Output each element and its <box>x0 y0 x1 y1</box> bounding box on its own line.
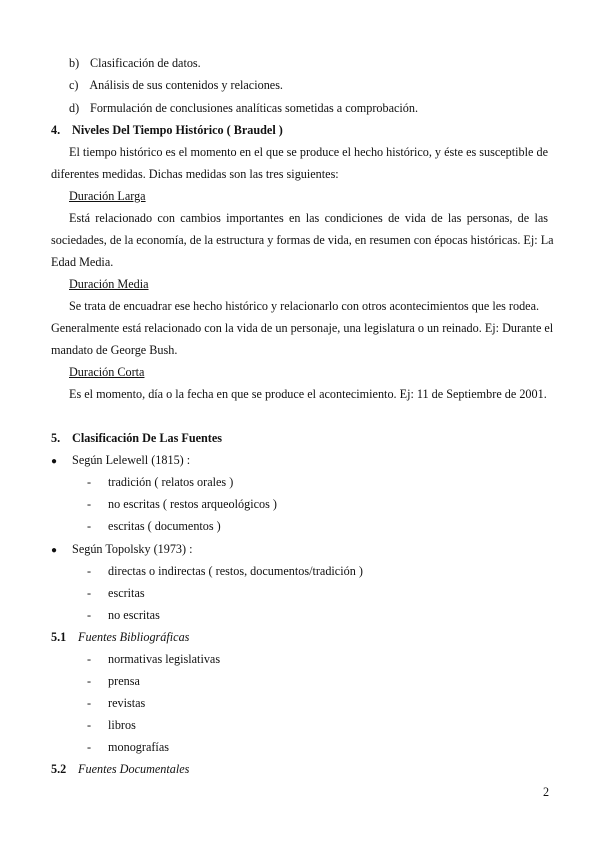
dash-item-text: libros <box>108 718 136 732</box>
subheading-larga: Duración Larga <box>69 189 146 203</box>
dash-item <box>87 714 136 736</box>
dash-icon: - <box>87 608 92 622</box>
dash-item-text: escritas ( documentos ) <box>108 519 221 533</box>
dash-item <box>87 560 363 582</box>
section-title: Clasificación De Las Fuentes <box>72 431 223 445</box>
dash-item <box>87 736 169 758</box>
paragraph-line: Se trata de encuadrar ese hecho histórico y relacionarlo con otros acontecimientos que les rodea. <box>69 299 540 313</box>
dash-item <box>87 604 160 626</box>
dash-icon: - <box>87 674 92 688</box>
dash-item-text: no escritas <box>108 608 160 622</box>
list-item <box>69 52 201 74</box>
bullet-icon: ● <box>51 545 58 556</box>
list-letter: c) <box>69 78 79 92</box>
list-item <box>69 74 283 96</box>
section-number: 4. <box>51 123 61 137</box>
dash-item-text: prensa <box>108 674 140 688</box>
list-item-text: Formulación de conclusiones analíticas sometidas a comprobación. <box>90 101 419 115</box>
subsection-number: 5.2 <box>51 762 67 776</box>
dash-icon: - <box>87 519 92 533</box>
paragraph-line: Está relacionado con cambios importantes en las condiciones de vida de las personas, de las <box>69 211 548 225</box>
bullet-icon: ● <box>51 456 58 467</box>
dash-item <box>87 582 145 604</box>
dash-item-text: escritas <box>108 586 145 600</box>
bullet-item <box>51 449 190 473</box>
dash-icon: - <box>87 497 92 511</box>
subsection-5-2-heading <box>51 758 189 780</box>
dash-item <box>87 493 277 515</box>
dash-item-text: monografías <box>108 740 169 754</box>
dash-item <box>87 515 221 537</box>
page-number: 2 <box>543 785 550 799</box>
list-item-text: Clasificación de datos. <box>90 56 201 70</box>
dash-item-text: tradición ( relatos orales ) <box>108 475 234 489</box>
subsection-number: 5.1 <box>51 630 67 644</box>
dash-item <box>87 670 140 692</box>
paragraph-line: diferentes medidas. Dichas medidas son las tres siguientes: <box>51 167 339 181</box>
dash-icon: - <box>87 740 92 754</box>
section-5-heading <box>51 427 222 449</box>
list-letter: d) <box>69 101 80 115</box>
dash-icon: - <box>87 718 92 732</box>
bullet-item <box>51 538 193 562</box>
paragraph-line: Generalmente está relacionado con la vida de un personaje, una legislatura o un reinado. Ej: Durante el <box>51 321 554 335</box>
dash-item <box>87 648 220 670</box>
subheading-corta: Duración Corta <box>69 365 145 379</box>
list-item <box>69 97 418 119</box>
dash-item-text: no escritas ( restos arqueológicos ) <box>108 497 277 511</box>
dash-item-text: directas o indirectas ( restos, documentos/tradición ) <box>108 564 363 578</box>
dash-item <box>87 692 145 714</box>
paragraph-line: mandato de George Bush. <box>51 343 178 357</box>
section-title: Niveles Del Tiempo Histórico ( Braudel ) <box>72 123 283 137</box>
paragraph-line: Es el momento, día o la fecha en que se produce el acontecimiento. Ej: 11 de Septiembre de 2001. <box>69 387 547 401</box>
subheading-media: Duración Media <box>69 277 149 291</box>
bullet-label: Según Topolsky (1973) : <box>72 542 193 556</box>
dash-item-text: revistas <box>108 696 146 710</box>
dash-icon: - <box>87 586 92 600</box>
dash-item <box>87 471 233 493</box>
subsection-title: Fuentes Documentales <box>78 762 190 776</box>
dash-item-text: normativas legislativas <box>108 652 221 666</box>
section-number: 5. <box>51 431 61 445</box>
subsection-5-1-heading <box>51 626 189 648</box>
paragraph-line: Edad Media. <box>51 255 114 269</box>
dash-icon: - <box>87 652 92 666</box>
paragraph-line: El tiempo histórico es el momento en el que se produce el hecho histórico, y éste es susceptible de <box>69 145 548 159</box>
list-item-text: Análisis de sus contenidos y relaciones. <box>89 78 283 92</box>
dash-icon: - <box>87 696 92 710</box>
section-4-heading <box>51 119 283 141</box>
dash-icon: - <box>87 564 92 578</box>
dash-icon: - <box>87 475 92 489</box>
bullet-label: Según Lelewell (1815) : <box>72 453 191 467</box>
list-letter: b) <box>69 56 80 70</box>
paragraph-line: sociedades, de la economía, de la estructura y formas de vida, en resumen con épocas históricas. Ej: La <box>51 233 554 247</box>
subsection-title: Fuentes Bibliográficas <box>78 630 190 644</box>
